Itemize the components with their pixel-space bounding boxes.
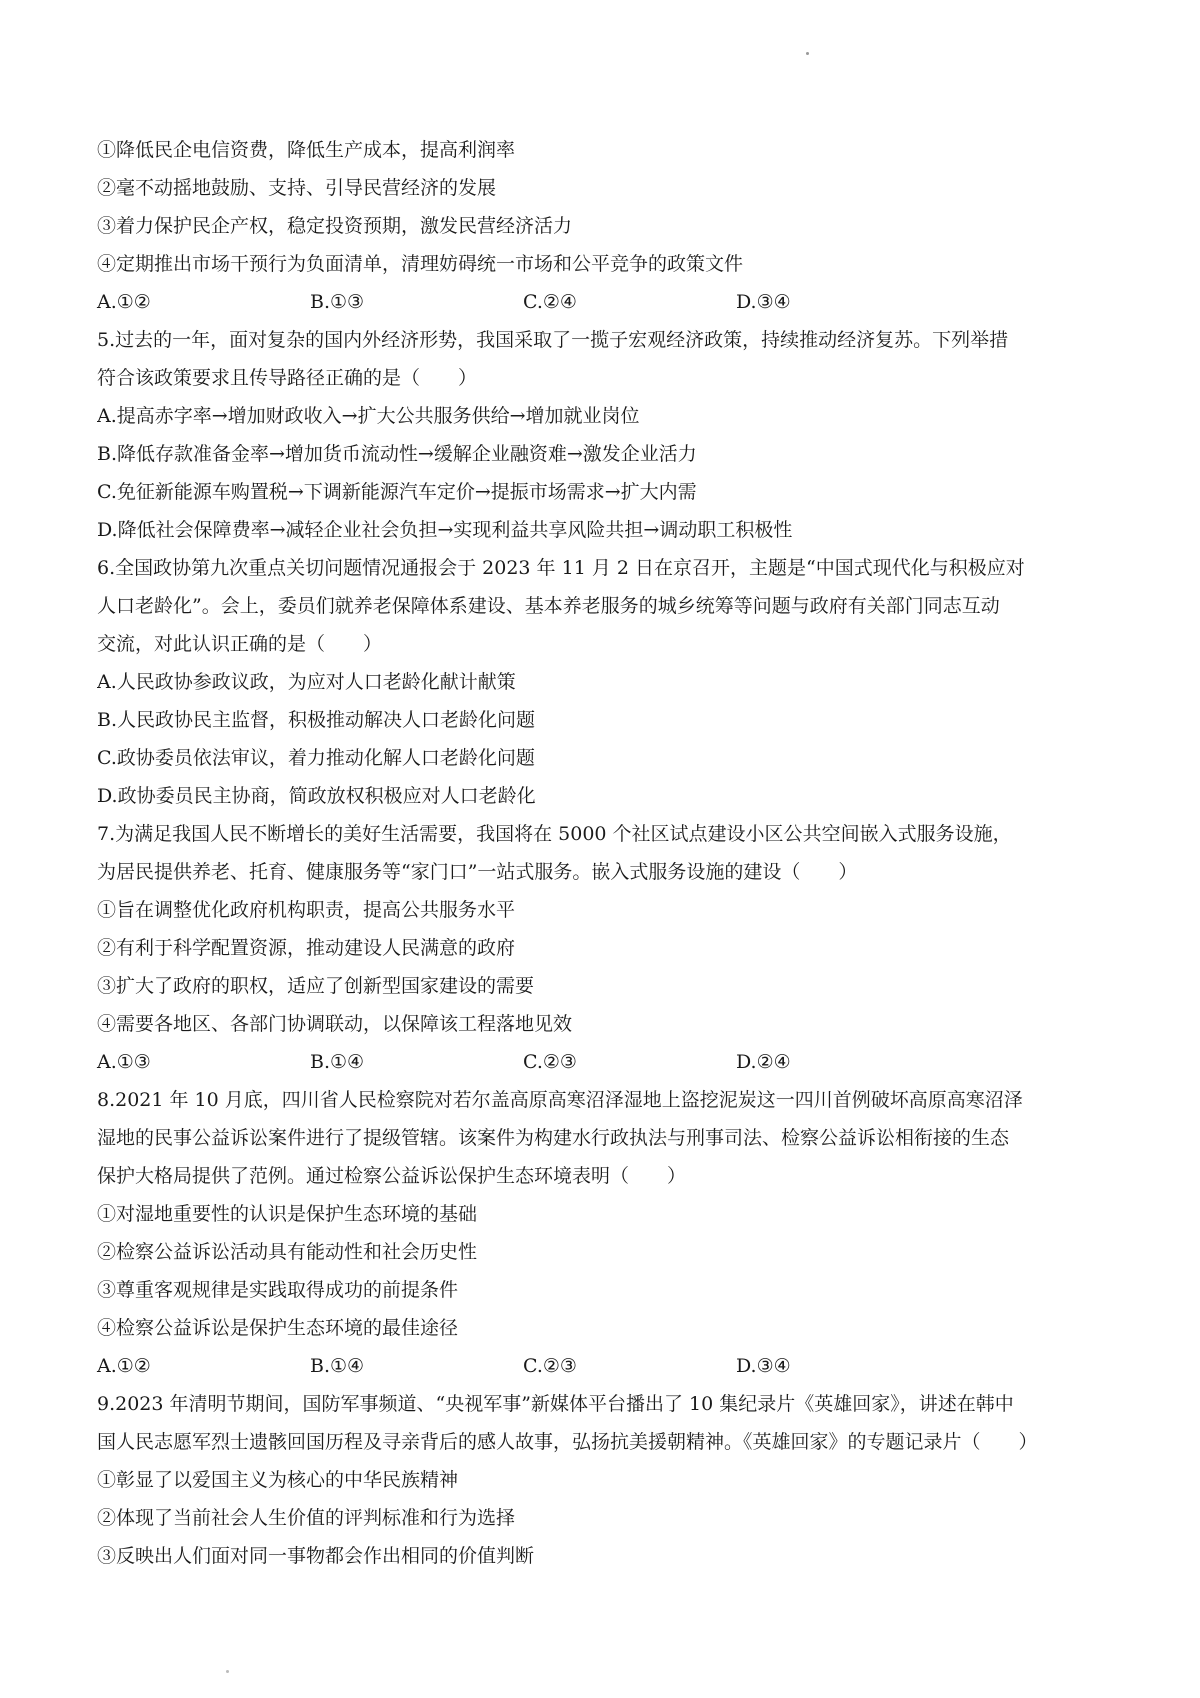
q8-stem-line-1: 8.2021 年 10 月底，四川省人民检察院对若尔盖高原高寒沼泽湿地上盗挖泥炭这一四川首例破坏高原高寒沼泽: [97, 1089, 1023, 1111]
q5-option-c: C.免征新能源车购置税→下调新能源汽车定价→提振市场需求→扩大内需: [97, 481, 697, 503]
q5-stem-line-1: 5.过去的一年，面对复杂的国内外经济形势，我国采取了一揽子宏观经济政策，持续推动经济复苏。下列举措: [97, 329, 1009, 351]
q5-option-b: B.降低存款准备金率→增加货币流动性→缓解企业融资难→激发企业活力: [97, 443, 697, 465]
q9-option-1: ①彰显了以爱国主义为核心的中华民族精神: [97, 1469, 459, 1491]
q4-option-4: ④定期推出市场干预行为负面清单，清理妨碍统一市场和公平竞争的政策文件: [97, 253, 744, 275]
q8-stem-line-3: 保护大格局提供了范例。通过检察公益诉讼保护生态环境表明（ ）: [97, 1165, 687, 1187]
q8-option-1: ①对湿地重要性的认识是保护生态环境的基础: [97, 1203, 478, 1225]
q9-stem-line-2: 国人民志愿军烈士遗骸回国历程及寻亲背后的感人故事，弘扬抗美援朝精神。《英雄回家》的专题记录片（ ）: [97, 1431, 1038, 1453]
q7-option-1: ①旨在调整优化政府机构职责，提高公共服务水平: [97, 899, 516, 921]
q8-choice-c: C.②③: [523, 1355, 577, 1377]
q8-stem-line-2: 湿地的民事公益诉讼案件进行了提级管辖。该案件为构建水行政执法与刑事司法、检察公益诉讼相衔接的生态: [97, 1127, 1010, 1149]
q9-option-2: ②体现了当前社会人生价值的评判标准和行为选择: [97, 1507, 516, 1529]
q7-choice-b: B.①④: [310, 1051, 365, 1073]
q4-choice-a: A.①②: [97, 291, 151, 313]
q5-option-d: D.降低社会保障费率→减轻企业社会负担→实现利益共享风险共担→调动职工积极性: [97, 519, 793, 541]
q4-choices: [97, 283, 1108, 321]
q7-stem-line-2: 为居民提供养老、托育、健康服务等“家门口”一站式服务。嵌入式服务设施的建设（ ）: [97, 861, 858, 883]
scan-dot-mark-bottom: [226, 1670, 229, 1673]
q7-choice-d: D.②④: [736, 1051, 791, 1073]
q9-stem-line-1: 9.2023 年清明节期间，国防军事频道、“央视军事”新媒体平台播出了 10 集纪录片《英雄回家》，讲述在韩中: [97, 1393, 1014, 1415]
q8-choice-a: A.①②: [97, 1355, 151, 1377]
q9-option-3: ③反映出人们面对同一事物都会作出相同的价值判断: [97, 1545, 535, 1567]
q4-choice-d: D.③④: [736, 291, 791, 313]
q4-choice-c: C.②④: [523, 291, 577, 313]
q7-choice-a: A.①③: [97, 1051, 151, 1073]
q6-stem-line-1: 6.全国政协第九次重点关切问题情况通报会于 2023 年 11 月 2 日在京召开，主题是“中国式现代化与积极应对: [97, 557, 1025, 579]
q5-stem-line-2: 符合该政策要求且传导路径正确的是（ ）: [97, 367, 478, 389]
q8-option-4: ④检察公益诉讼是保护生态环境的最佳途径: [97, 1317, 459, 1339]
q6-stem-line-3: 交流，对此认识正确的是（ ）: [97, 633, 383, 655]
q4-option-1: ①降低民企电信资费，降低生产成本，提高利润率: [97, 139, 516, 161]
q6-option-a: A.人民政协参政议政，为应对人口老龄化献计献策: [97, 671, 516, 693]
q7-stem-line-1: 7.为满足我国人民不断增长的美好生活需要，我国将在 5000 个社区试点建设小区公共空间嵌入式服务设施，: [97, 823, 1012, 845]
q5-option-a: A.提高赤字率→增加财政收入→扩大公共服务供给→增加就业岗位: [97, 405, 640, 427]
q6-stem-line-2: 人口老龄化”。会上，委员们就养老保障体系建设、基本养老服务的城乡统筹等问题与政府有关部门同志互动: [97, 595, 1000, 617]
q8-choice-b: B.①④: [310, 1355, 365, 1377]
q8-choice-d: D.③④: [736, 1355, 791, 1377]
q4-option-2: ②毫不动摇地鼓励、支持、引导民营经济的发展: [97, 177, 497, 199]
q6-option-d: D.政协委员民主协商，简政放权积极应对人口老龄化: [97, 785, 536, 807]
q8-option-3: ③尊重客观规律是实践取得成功的前提条件: [97, 1279, 459, 1301]
q7-choices: [97, 1043, 1108, 1081]
q7-option-2: ②有利于科学配置资源，推动建设人民满意的政府: [97, 937, 516, 959]
q6-option-b: B.人民政协民主监督，积极推动解决人口老龄化问题: [97, 709, 536, 731]
q7-choice-c: C.②③: [523, 1051, 577, 1073]
scan-dot-mark: [806, 52, 809, 55]
q4-option-3: ③着力保护民企产权，稳定投资预期，激发民营经济活力: [97, 215, 573, 237]
q4-choice-b: B.①③: [310, 291, 365, 313]
q7-option-4: ④需要各地区、各部门协调联动，以保障该工程落地见效: [97, 1013, 573, 1035]
q8-choices: [97, 1347, 1108, 1385]
q7-option-3: ③扩大了政府的职权，适应了创新型国家建设的需要: [97, 975, 535, 997]
q8-option-2: ②检察公益诉讼活动具有能动性和社会历史性: [97, 1241, 478, 1263]
q6-option-c: C.政协委员依法审议，着力推动化解人口老龄化问题: [97, 747, 535, 769]
